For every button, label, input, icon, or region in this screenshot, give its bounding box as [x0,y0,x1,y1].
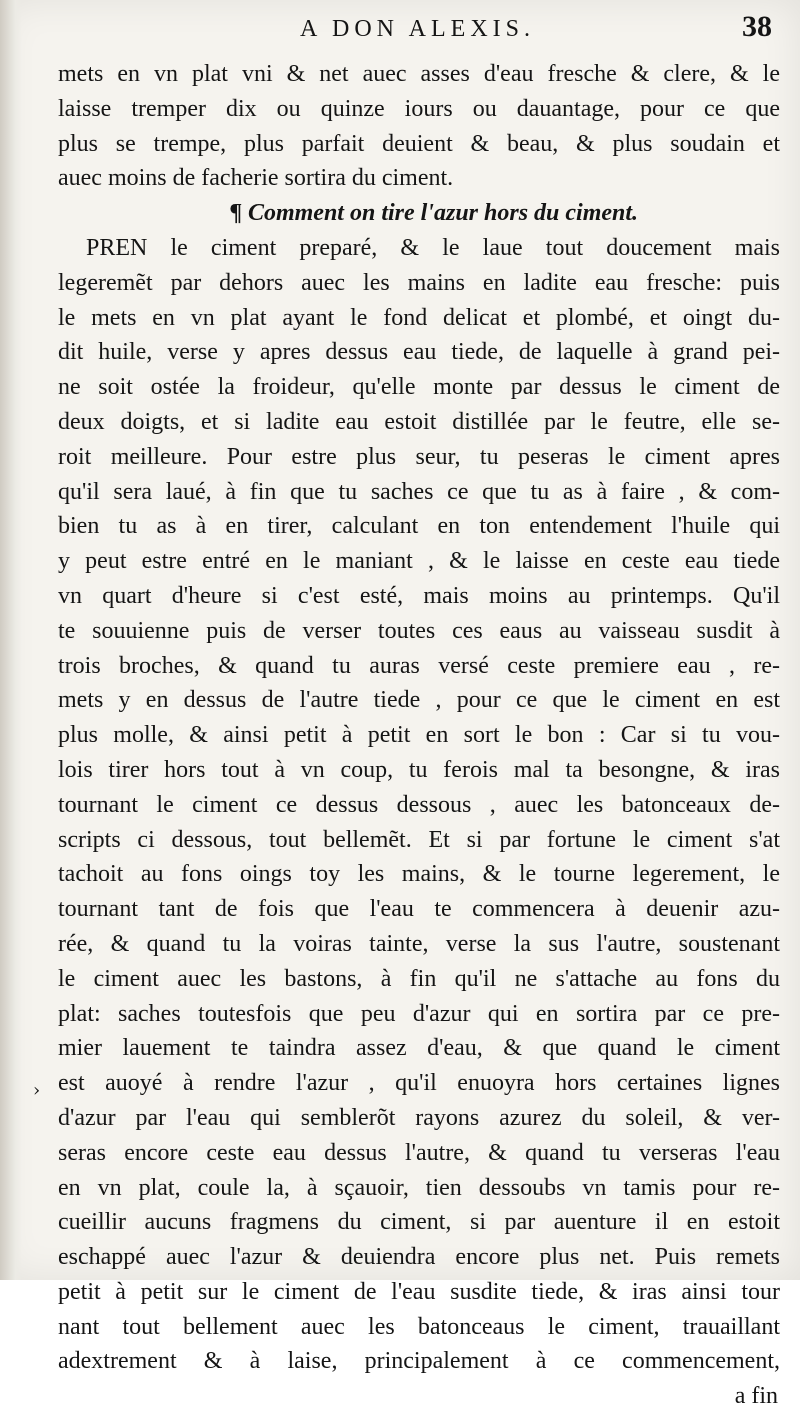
text-line: trois broches, & quand tu auras versé ceste premiere eau , re- [58,652,780,679]
text-line: plus molle, & ainsi petit à petit en sort le bon : Car si tu vou- [58,722,780,749]
text-line: en vn plat, coule la, à sçauoir, tien dessoubs vn tamis pour re- [58,1174,780,1201]
text-line: d'azur par l'eau qui semblerõt rayons azurez du soleil, & ver- [58,1104,780,1131]
text-line: est auoyé à rendre l'azur , qu'il enuoyra hors certaines lignes [58,1070,780,1097]
text-line: ne soit ostée la froideur, qu'elle monte par dessus le ciment de [58,374,780,401]
text-line: PREN le ciment preparé, & le laue tout doucement mais [86,234,780,261]
text-line: tachoit au fons oings toy les mains, & le tourne legerement, le [58,861,780,888]
text-line: mier lauement te taindra assez d'eau, & que quand le ciment [58,1035,780,1062]
page-gutter-shadow [0,0,22,1280]
text-line: lois tirer hors tout à vn coup, tu ferois mal ta besongne, & iras [58,756,780,783]
text-line: plat: saches toutesfois que peu d'azur qui en sortira par ce pre- [58,1000,780,1027]
text-line: le ciment auec les bastons, à fin qu'il ne s'attache au fons du [58,965,780,992]
text-line: te souuienne puis de verser toutes ces eaus au vaisseau susdit à [58,617,780,644]
text-line: tournant le ciment ce dessus dessous , auec les batonceaux de- [58,791,780,818]
text-line: adextrement & à laise, principalement à ce commencement, [58,1348,780,1375]
text-line: vn quart d'heure si c'est esté, mais moins au printemps. Qu'il [58,582,780,609]
text-line: rée, & quand tu la voiras tainte, verse la sus l'autre, soustenant [58,930,780,957]
text-line: plus se trempe, plus parfait deuient & beau, & plus soudain et [58,130,780,157]
body-text [58,57,780,1414]
text-line: legeremẽt par dehors auec les mains en ladite eau fresche: puis [58,269,780,296]
text-line: nant tout bellement auec les batonceaus le ciment, trauaillant [58,1313,780,1340]
text-line: seras encore ceste eau dessus l'autre, & quand tu verseras l'eau [58,1139,780,1166]
text-line: deux doigts, et si ladite eau estoit distillée par le feutre, elle se- [58,408,780,435]
text-line: mets en vn plat vni & net auec asses d'eau fresche & clere, & le [58,61,780,87]
text-line: roit meilleure. Pour estre plus seur, tu peseras le ciment apres [58,443,780,470]
page-number: 38 [742,10,772,43]
text-line: petit à petit sur le ciment de l'eau susdite tiede, & iras ainsi tour [58,1278,780,1305]
text-line: y peut estre entré en le maniant , & le laisse en ceste eau tiede [58,548,780,575]
text-line: mets y en dessus de l'autre tiede , pour ce que le ciment en est [58,687,780,714]
text-line: qu'il sera laué, à fin que tu saches ce que tu as à faire , & com- [58,478,780,505]
catchword: a fin [734,1383,778,1410]
text-line: cueillir aucuns fragmens du ciment, si par auenture il en estoit [58,1209,780,1236]
text-line: eschappé auec l'azur & deuiendra encore plus net. Puis remets [58,1244,780,1271]
running-title: A DON ALEXIS. [300,16,536,42]
section-heading: ¶ Comment on tire l'azur hors du ciment. [229,200,639,227]
text-line: scripts ci dessous, tout bellemẽt. Et si par fortune le ciment s'at [58,826,780,853]
text-line: tournant tant de fois que l'eau te commencera à deuenir azu- [58,896,780,923]
text-line: auec moins de facherie sortira du ciment. [58,165,454,192]
text-line: le mets en vn plat ayant le fond delicat et plombé, et oingt du- [58,304,780,331]
text-line: bien tu as à en tirer, calculant en ton entendement l'huile qui [58,513,780,540]
text-line: laisse tremper dix ou quinze iours ou dauantage, pour ce que [58,95,780,122]
text-line: dit huile, verse y apres dessus eau tiede, de laquelle à grand pei- [58,339,780,366]
margin-note: › [33,1080,41,1101]
